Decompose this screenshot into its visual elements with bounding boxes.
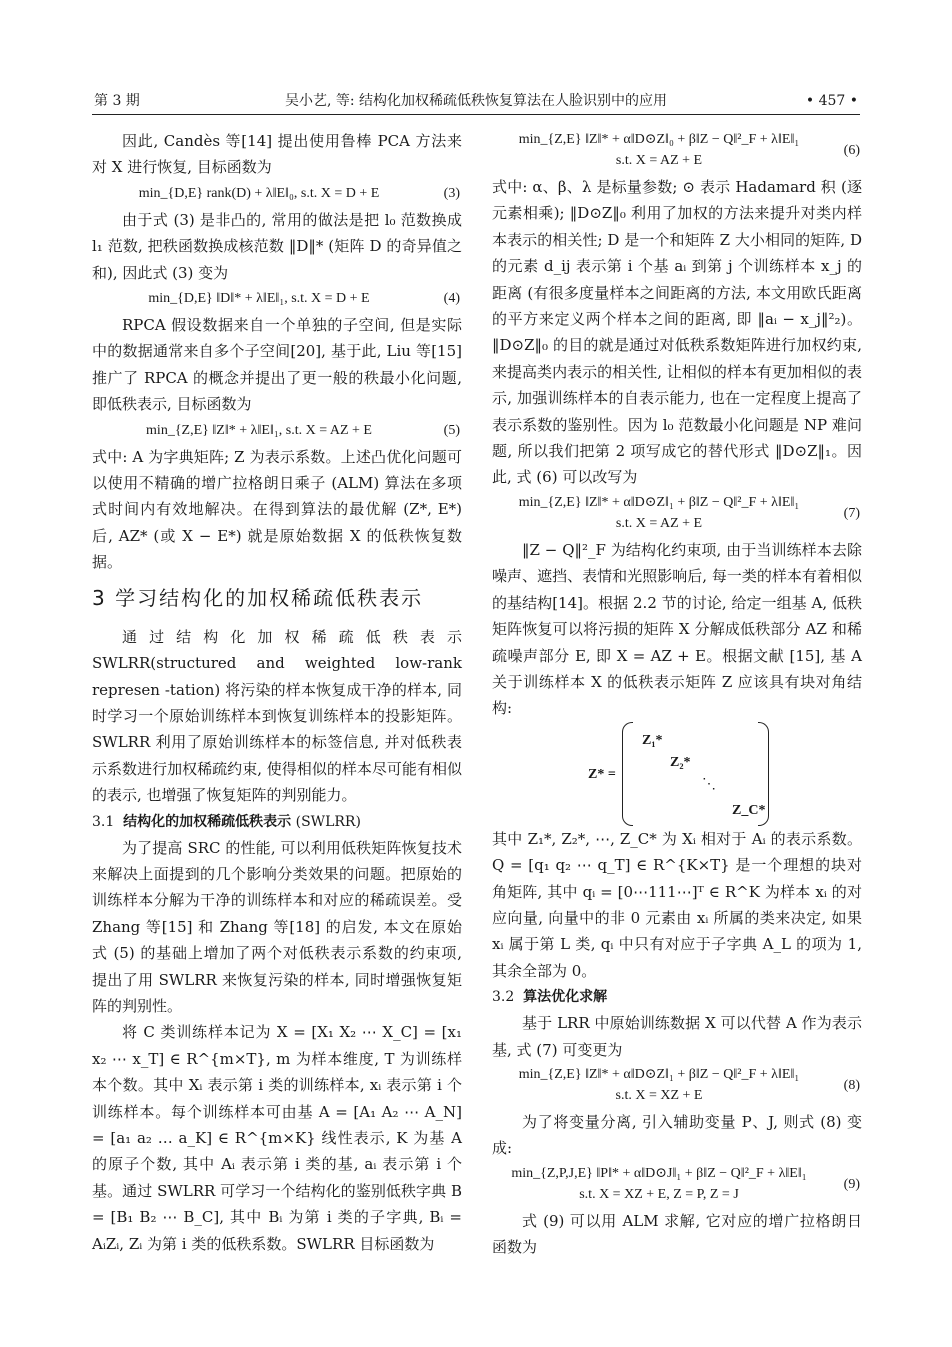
equation-number: (6) bbox=[843, 143, 860, 158]
paragraph: 式 (9) 可以用 ALM 求解, 它对应的增广拉格朗日函数为 bbox=[492, 1211, 862, 1257]
equation-constraint: s.t. X = XZ + E bbox=[615, 1087, 703, 1103]
subsection-heading bbox=[492, 984, 862, 1010]
equation-5 bbox=[92, 418, 462, 444]
equation-constraint: s.t. X = XZ + E, Z = P, Z = J bbox=[579, 1186, 739, 1202]
paragraph: RPCA 假设数据来自一个单独的子空间, 但是实际中的数据通常来自多个子空间[20], 基于此, Liu 等[15] 推广了 RPCA 的概念并提出了更一般的秩最小化问题, 即低秩表示, 目标函数为 bbox=[92, 316, 462, 414]
paragraph: 式中: α、β、λ 是标量参数; ⊙ 表示 Hadamard 积 (逐元素相乘); ‖D⊙Z‖₀ 利用了加权的方法来提升对类内样本表示的相关性; D 是一个和矩阵 Z 大小相同的矩阵, D 的元素 d_ij 表示第 i 个基 aᵢ 到第 j 个训练样本 x_j 的距离 (有很多度量样本之间距离的方法, 本文用欧氏距离的平方来定义两个样本之间的距离, 即 ‖aᵢ − x_j‖²₂)。‖D⊙Z‖₀ 的目的就是通过对低秩系数矩阵进行加权约束, 来提高类内表示的相关性, 让相似的样本有更加相似的表示, 加强训练样本的自表示能力, 也在一定程度上提高了表示系数的鉴别性。因为 l₀ 范数最小化问题是 NP 难问题, 所以我们把第 2 项写成它的替代形式 ‖D⊙Z‖₁。因此, 式 (6) 可以改写为 bbox=[492, 178, 862, 487]
equation-constraint: s.t. X = AZ + E bbox=[615, 515, 703, 531]
matrix-lhs: Z* = bbox=[588, 766, 616, 782]
equation-9 bbox=[492, 1162, 862, 1208]
paragraph: 其中 Z₁*, Z₂*, ⋯, Z_C* 为 Xᵢ 相对于 Aᵢ 的表示系数。Q = [q₁ q₂ ⋯ q_T] ∈ R^{K×T} 是一个理想的块对角矩阵, 其中 qᵢ = [0⋯111⋯]ᵀ ∈ R^K 为样本 xᵢ 的对应向量, 向量中的非 0 元素由 xᵢ 所属的类来决定, 如果 xᵢ 属于第 L 类, qᵢ 中只有对应于子字典 A_L 的项为 1, 其余全部为 0。 bbox=[492, 829, 862, 980]
subsection-suffix: (SWLRR) bbox=[291, 813, 361, 830]
equation-body: min_{D,E} rank(D) + λ‖E‖₀, s.t. X = D + E bbox=[138, 185, 380, 201]
running-header bbox=[92, 88, 860, 115]
paragraph: 基于 LRR 中原始训练数据 X 可以代替 A 作为表示基, 式 (7) 可变更为 bbox=[492, 1014, 862, 1059]
equation-body: min_{D,E} ‖D‖* + λ‖E‖₁, s.t. X = D + E bbox=[148, 291, 370, 307]
matrix-right-bracket bbox=[758, 722, 769, 826]
equation-body bbox=[492, 129, 826, 171]
equation-number: (3) bbox=[443, 185, 460, 201]
matrix-block-z2: Z₂* bbox=[670, 754, 691, 770]
equation-objective: min_{Z,E} ‖Z‖* + α‖D⊙Z‖₁ + β‖Z − Q‖²_F + λ‖E‖₁ bbox=[518, 1066, 800, 1082]
paragraph: 式中: A 为字典矩阵; Z 为表示系数。上述凸优化问题可以使用不精确的增广拉格朗日乘子 (ALM) 算法在多项式时间内有效地解决。在得到算法的最优解 (Z*, E*) 后, AZ* (或 X − E*) 就是原始数据 X 的低秩恢复数据。 bbox=[92, 447, 462, 572]
equation-constraint: s.t. X = AZ + E bbox=[615, 153, 703, 168]
section-heading: 3 学习结构化的加权稀疏低秩表示 bbox=[92, 585, 424, 610]
right-column bbox=[492, 128, 862, 1261]
left-column bbox=[92, 128, 462, 1257]
page-number: • 457 • bbox=[805, 93, 858, 109]
subsection-number: 3.2 bbox=[492, 989, 515, 1006]
equation-body bbox=[492, 492, 826, 534]
paragraph: 因此, Candès 等[14] 提出使用鲁棒 PCA 方法来对 X 进行恢复, 目标函数为 bbox=[92, 132, 462, 177]
equation-7 bbox=[492, 491, 862, 537]
matrix-left-bracket bbox=[622, 722, 633, 826]
subsection-heading bbox=[92, 809, 462, 835]
paragraph: 为了提高 SRC 的性能, 可以利用低秩矩阵恢复技术来解决上面提到的几个影响分类效果的问题。把原始的训练样本分解为干净的训练样本和对应的稀疏误差。受 Zhang 等[15] 和 Zhang 等[18] 的启发, 本文在原始式 (5) 的基础上增加了两个对低秩表示系数的约束项, 提出了用 SWLRR 来恢复污染的样本, 同时增强恢复矩阵的判别性。 bbox=[92, 838, 462, 1015]
equation-objective: min_{Z,E} ‖Z‖* + α‖D⊙Z‖₁ + β‖Z − Q‖²_F + λ‖E‖₁ bbox=[518, 494, 800, 510]
paragraph: 由于式 (3) 是非凸的, 常用的做法是把 l₀ 范数换成 l₁ 范数, 把秩函数换成核范数 ‖D‖* (矩阵 D 的奇异值之和), 因此式 (3) 变为 bbox=[92, 210, 462, 282]
equation-number: (8) bbox=[843, 1077, 860, 1093]
subsection-title: 算法优化求解 bbox=[523, 989, 608, 1006]
equation-objective: min_{Z,E} ‖Z‖* + α‖D⊙Z‖₀ + β‖Z − Q‖²_F + λ‖E‖₁ bbox=[518, 132, 800, 147]
matrix-block-z1: Z₁* bbox=[642, 732, 663, 748]
running-title: 吴小艺, 等: 结构化加权稀疏低秩恢复算法在人脸识别中的应用 bbox=[284, 93, 668, 109]
subsection-title: 结构化的加权稀疏低秩表示 bbox=[123, 813, 292, 830]
equation-number: (4) bbox=[443, 291, 460, 307]
paragraph: ‖Z − Q‖²_F 为结构化约束项, 由于当训练样本去除噪声、遮挡、表情和光照影响后, 每一类的样本有着相似的基结构[14]。根据 2.2 节的讨论, 给定一组基 A, 低秩矩阵恢复可以将污损的矩阵 X 分解成低秩部分 AZ 和稀疏噪声部分 E, 即 X = AZ + E。根据文献 [15], 基 A 关于训练样本 X 的低秩表示矩阵 Z 应该具有块对角结构: bbox=[492, 540, 862, 718]
equation-number: (9) bbox=[843, 1176, 860, 1192]
issue-number: 第 3 期 bbox=[94, 93, 140, 109]
subsection-number: 3.1 bbox=[92, 813, 115, 830]
paragraph: 通过结构化加权稀疏低秩表示 SWLRR(structured and weighted low-rank represen -tation) 将污染的样本恢复成干净的样本, 同时学习一个原始训练样本到恢复训练样本的投影矩阵。SWLRR 利用了原始训练样本的标签信息, 并对低秩表示系数进行加权稀疏约束, 使得相似的样本尽可能有相似的表示, 也增强了恢复矩阵的判别能力。 bbox=[92, 627, 462, 805]
paragraph: 为了将变量分离, 引入辅助变量 P、J, 则式 (8) 变成: bbox=[492, 1112, 862, 1158]
paragraph: 将 C 类训练样本记为 X = [X₁ X₂ ⋯ X_C] = [x₁ x₂ ⋯ x_T] ∈ R^{m×T}, m 为样本维度, T 为训练样本个数。其中 Xᵢ 表示第 i 类的训练样本, xᵢ 表示第 i 个训练样本。每个训练样本可由基 A = [A₁ A₂ ⋯ A_N] = [a₁ a₂ … a_K] ∈ R^{m×K} 线性表示, K 为基 A 的原子个数, 其中 Aᵢ 表示第 i 类的基, aᵢ 表示第 i 个基。通过 SWLRR 可学习一个结构化的鉴别低秩字典 B = [B₁ B₂ ⋯ B_C], 其中 Bᵢ 为第 i 类的子字典, Bᵢ = AᵢZᵢ, Zᵢ 为第 i 类的低秩系数。SWLRR 目标函数为 bbox=[92, 1023, 462, 1253]
matrix-dots: ⋱ bbox=[702, 776, 716, 792]
equation-number: (7) bbox=[843, 505, 860, 521]
equation-objective: min_{Z,P,J,E} ‖P‖* + α‖D⊙J‖₁ + β‖Z − Q‖²_F + λ‖E‖₁ bbox=[511, 1165, 807, 1181]
equation-body bbox=[492, 1064, 826, 1106]
matrix-block-zc: Z_C* bbox=[732, 802, 766, 818]
equation-3 bbox=[92, 181, 462, 207]
equation-body bbox=[492, 1163, 826, 1205]
equation-8 bbox=[492, 1063, 862, 1109]
equation-4 bbox=[92, 286, 462, 312]
equation-body: min_{Z,E} ‖Z‖* + λ‖E‖₁, s.t. X = AZ + E bbox=[146, 422, 372, 438]
equation-6 bbox=[492, 128, 862, 174]
block-diagonal-matrix bbox=[492, 722, 862, 826]
equation-number: (5) bbox=[443, 422, 460, 438]
